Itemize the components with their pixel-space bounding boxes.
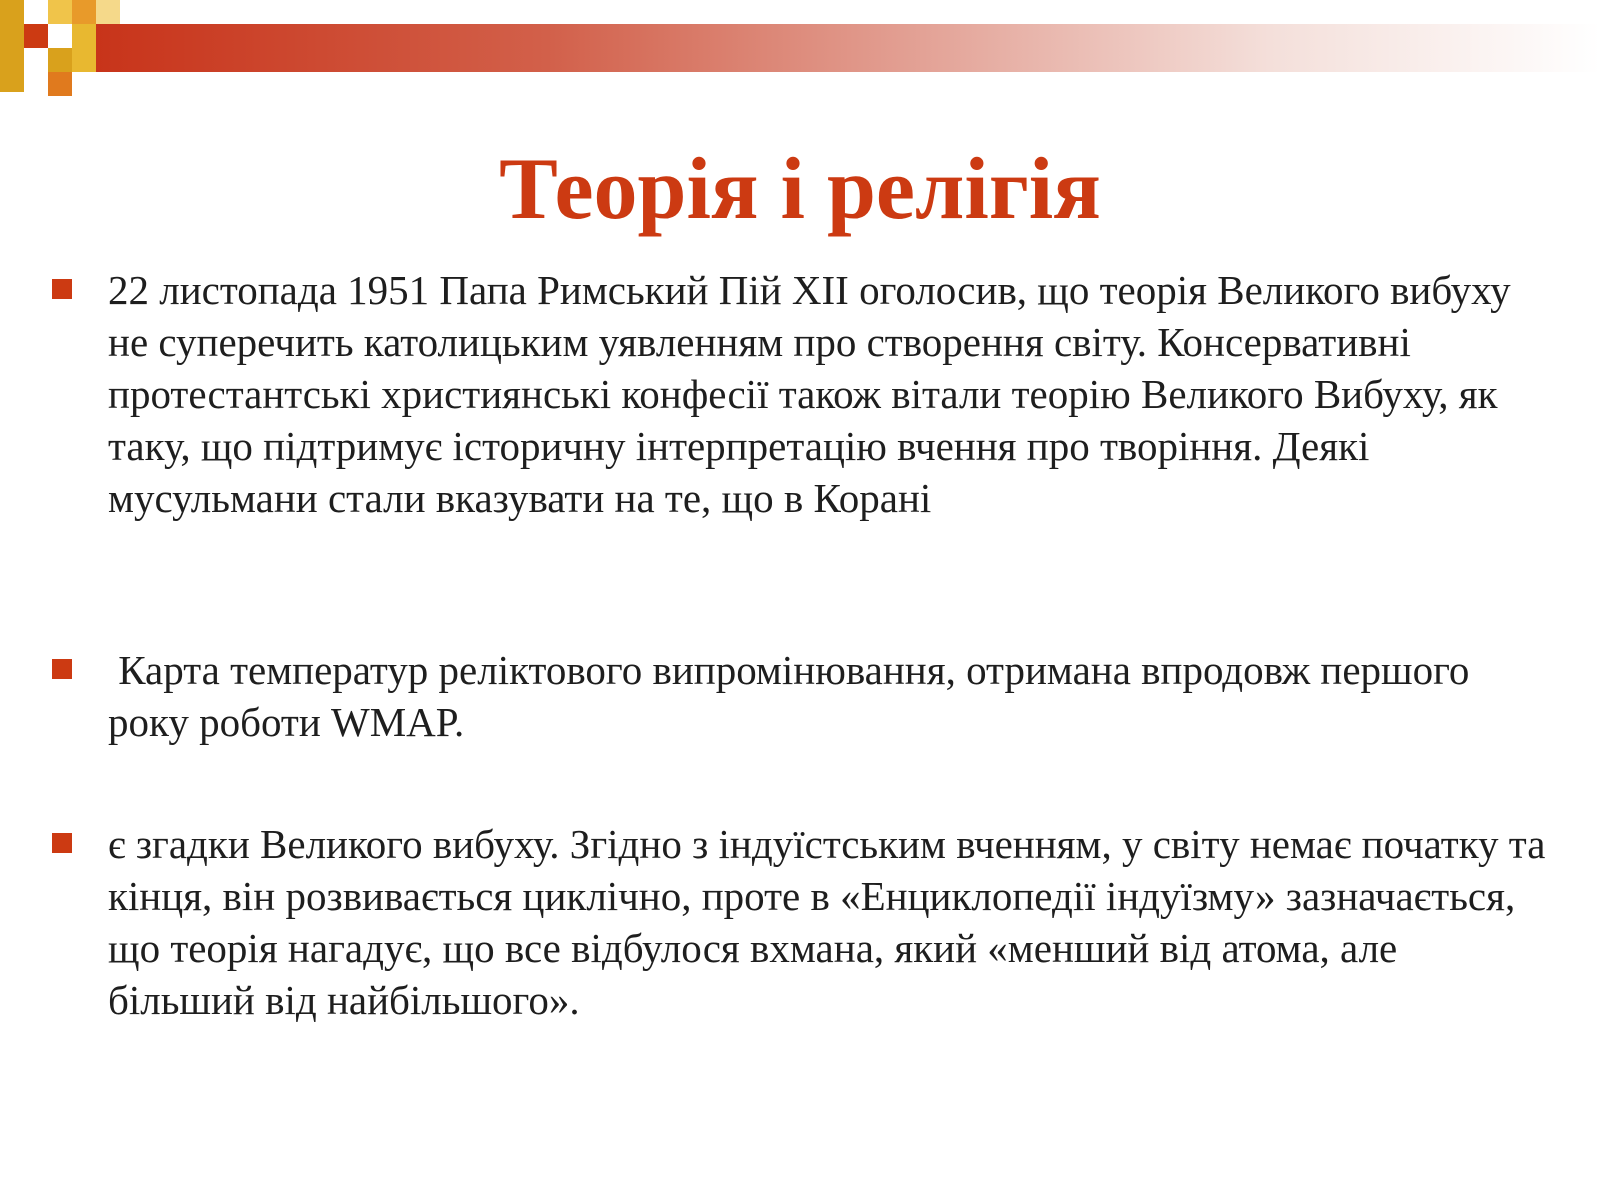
decorative-square	[72, 0, 96, 24]
bullet-text: 22 листопада 1951 Папа Римський Пій XII оголосив, що теорія Великого вибуху не суперечить католицьким уявленням про створення світу. Консервативні протестантські християнські конфесії також вітали теорію Великого Вибуху, як таку, що підтримує історичну інтерпретацію вчення про творіння. Деякі мусульмани стали вказувати на те, що в Корані	[108, 267, 1511, 521]
square-bullet-icon	[52, 659, 72, 679]
decorative-gradient-bar	[96, 24, 1600, 72]
decorative-square	[48, 72, 72, 96]
decorative-header	[0, 0, 1600, 100]
decorative-square	[48, 48, 72, 72]
square-bullet-icon	[52, 279, 72, 299]
decorative-square	[24, 24, 48, 48]
decorative-square	[72, 24, 96, 72]
square-bullet-icon	[52, 833, 72, 853]
bullet-text: Карта температур реліктового випромінювання, отримана впродовж першого року роботи WMAP.	[108, 647, 1480, 745]
decorative-square	[96, 0, 120, 24]
bullet-text: є згадки Великого вибуху. Згідно з індуїстським вченням, у світу немає початку та кінця, він розвивається циклічно, проте в «Енциклопедії індуїзму» зазначається, що теорія нагадує, що все відбулося вхмана, який «менший від атома, але більший від найбільшого».	[108, 821, 1546, 1023]
decorative-square	[48, 0, 72, 24]
slide-title: Теорія і релігія	[499, 140, 1101, 238]
decorative-square	[0, 0, 24, 92]
